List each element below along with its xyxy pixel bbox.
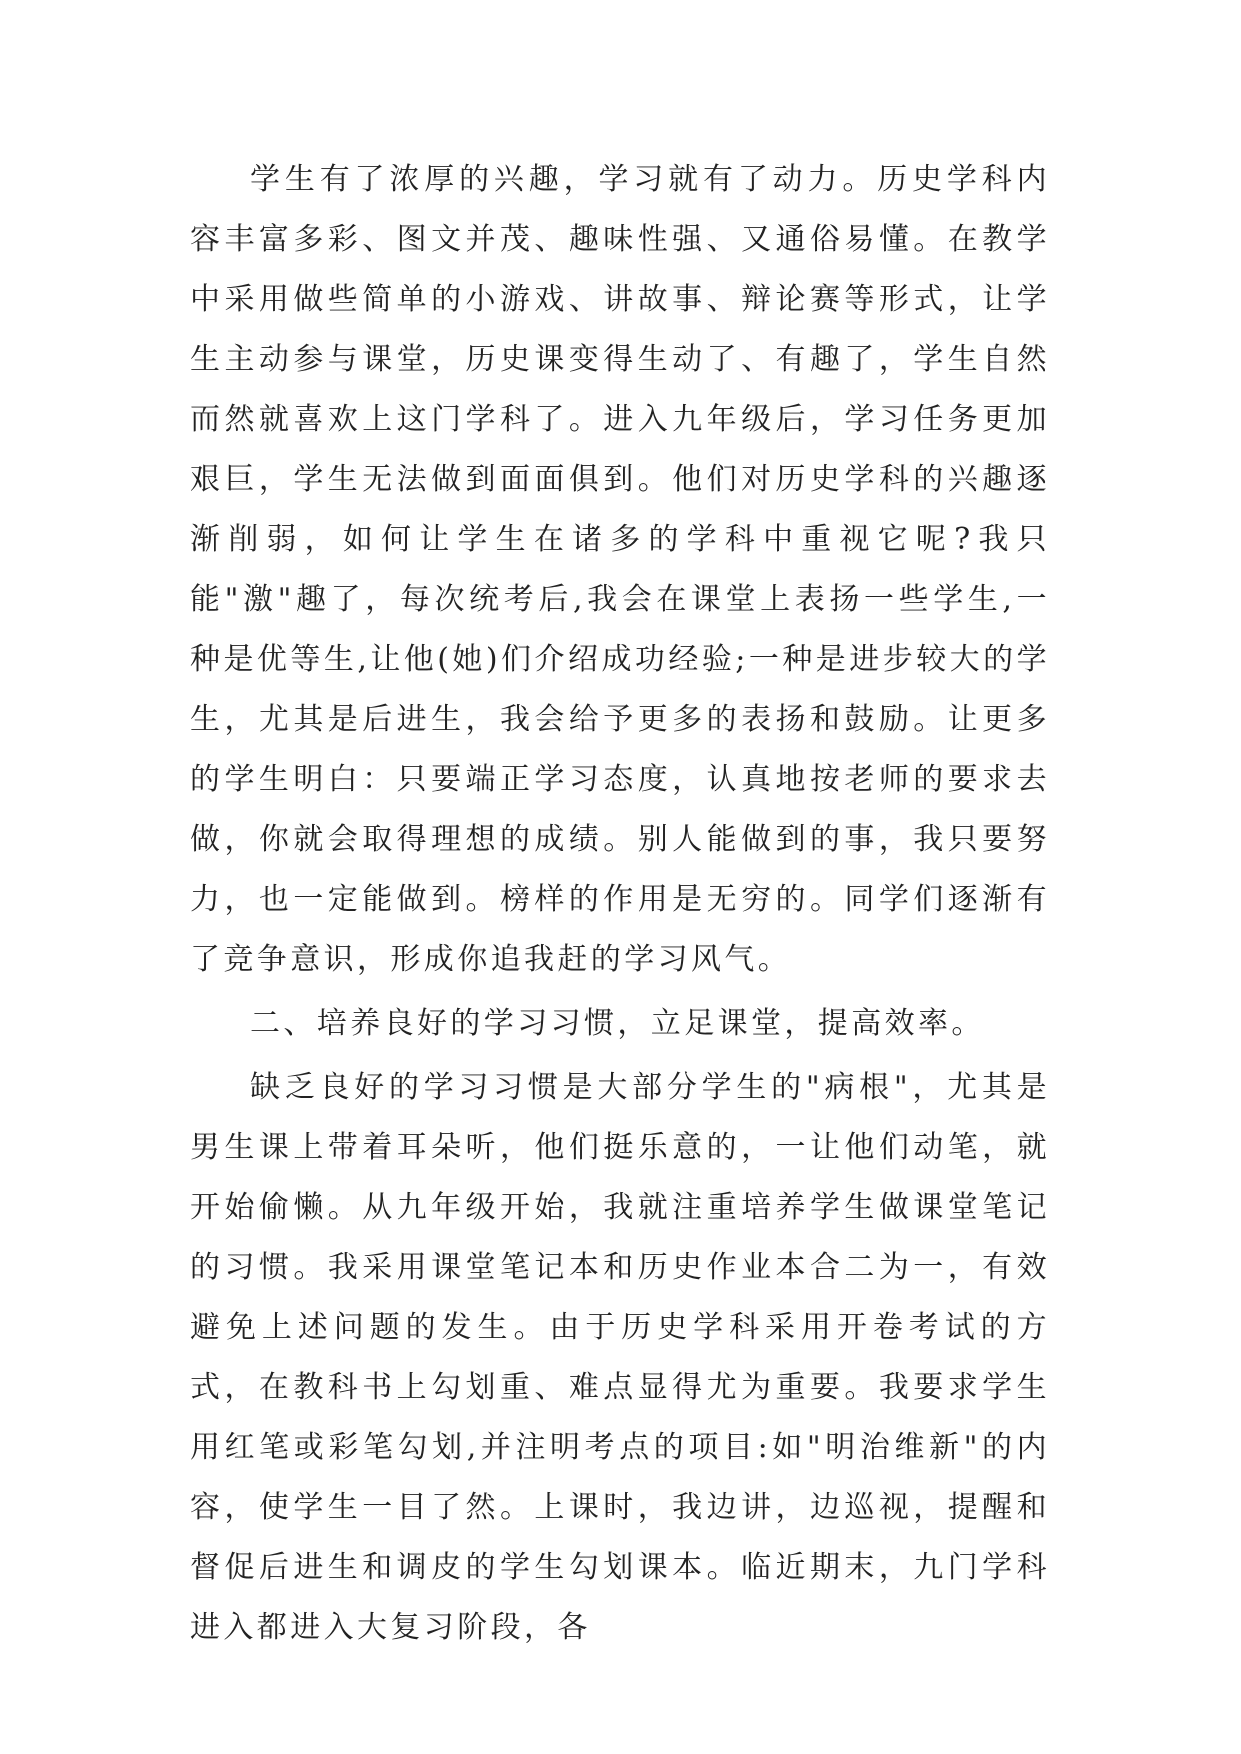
paragraph-interest-motivation: 学生有了浓厚的兴趣，学习就有了动力。历史学科内容丰富多彩、图文并茂、趣味性强、又通俗易懂。在教学中采用做些简单的小游戏、讲故事、辩论赛等形式，让学生主动参与课堂，历史课变得生动了、有趣了，学生自然而然就喜欢上这门学科了。进入九年级后，学习任务更加艰巨，学生无法做到面面俱到。他们对历史学科的兴趣逐渐削弱，如何让学生在诸多的学科中重视它呢?我只能"激"趣了，每次统考后,我会在课堂上表扬一些学生,一种是优等生,让他(她)们介绍成功经验;一种是进步较大的学生，尤其是后进生，我会给予更多的表扬和鼓励。让更多的学生明白：只要端正学习态度，认真地按老师的要求去做，你就会取得理想的成绩。别人能做到的事，我只要努力，也一定能做到。榜样的作用是无穷的。同学们逐渐有了竞争意识，形成你追我赶的学习风气。 <box>190 162 1050 977</box>
paragraph-study-habits: 缺乏良好的学习习惯是大部分学生的"病根"，尤其是男生课上带着耳朵听，他们挺乐意的，一让他们动笔，就开始偷懒。从九年级开始，我就注重培养学生做课堂笔记的习惯。我采用课堂笔记本和历史作业本合二为一，有效避免上述问题的发生。由于历史学科采用开卷考试的方式，在教科书上勾划重、难点显得尤为重要。我要求学生用红笔或彩笔勾划,并注明考点的项目:如"明治维新"的内容，使学生一目了然。上课时，我边讲，边巡视，提醒和督促后进生和调皮的学生勾划课本。临近期末，九门学科进入都进入大复习阶段，各 <box>190 1070 1050 1645</box>
document-body <box>190 150 1050 1658</box>
section-heading-study-habits: 二、培养良好的学习习惯，立足课堂，提高效率。 <box>250 1006 985 1041</box>
